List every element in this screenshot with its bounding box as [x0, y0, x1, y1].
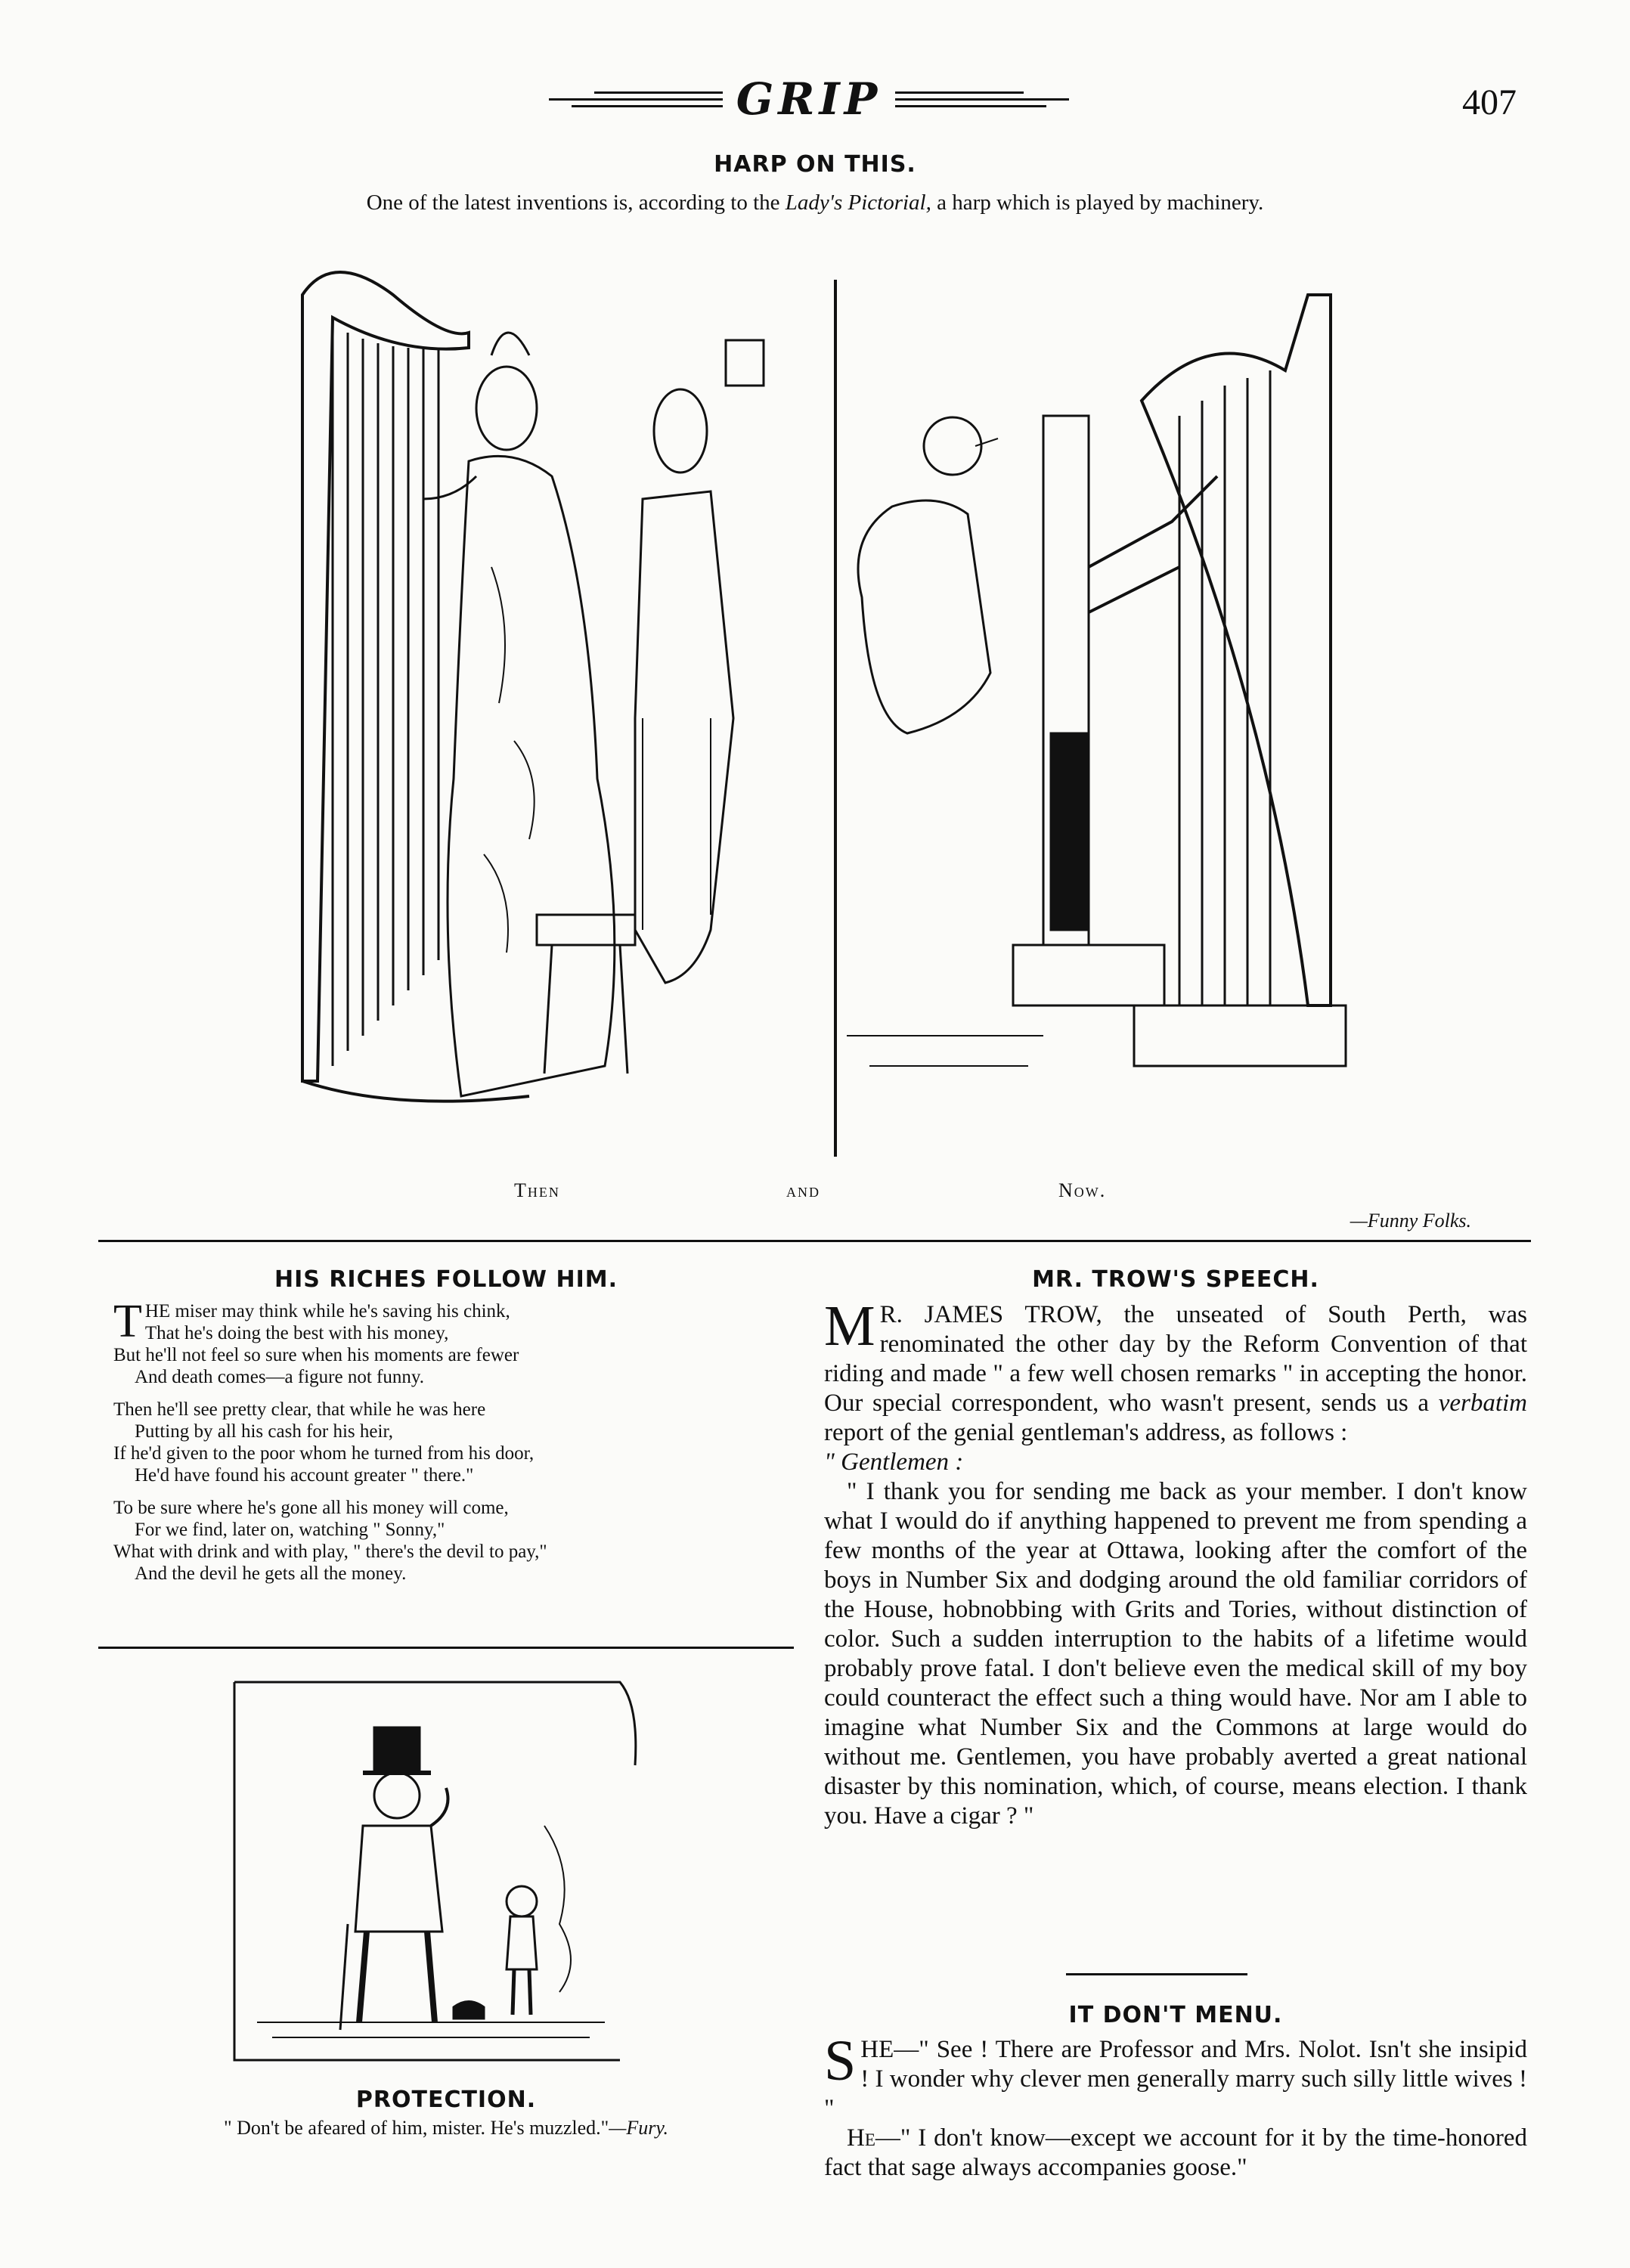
poem-dropcap: T — [113, 1296, 142, 1347]
poem-stanza-2: Then he'll see pretty clear, that while he was here Putting by all his cash for his heir, If he'd given to the poor whom he turned from his door, He'd have found his account greater " there." — [113, 1399, 535, 1486]
cartoon-credit: —Funny Folks. — [1350, 1210, 1471, 1232]
poem-body — [113, 1296, 794, 1595]
protection-source: —Fury. — [609, 2117, 668, 2139]
speech-body — [824, 1294, 1527, 1831]
speech-salutation: " Gentlemen : — [824, 1448, 964, 1476]
section-divider — [98, 1240, 1531, 1242]
label-and: and — [786, 1179, 820, 1201]
protection-title: PROTECTION. — [355, 2087, 537, 2113]
label-then: Then — [514, 1179, 560, 1201]
masthead — [544, 73, 1074, 125]
poem-title: HIS RICHES FOLLOW HIM. — [274, 1266, 618, 1293]
page-number: 407 — [1462, 82, 1517, 122]
speech-title: MR. TROW'S SPEECH. — [1032, 1266, 1319, 1293]
protection-caption: " Don't be afeared of him, mister. He's muzzled."—Fury. — [223, 2117, 668, 2139]
poem-stanza-3: To be sure where he's gone all his money will come, For we find, later on, watching " Sonny," What with drink and with play, " there's the devil to pay," And the devil he gets all the money. — [113, 1498, 547, 1584]
right-column-divider — [1066, 1973, 1247, 1975]
cartoon-caption: One of the latest inventions is, according to the Lady's Pictorial, a harp which is played by machinery. — [366, 191, 1264, 215]
harp-cartoon-illustration — [287, 249, 1368, 1157]
masthead-rule-right — [895, 91, 1069, 107]
menu-paragraph-2: He—" I don't know—except we account for it by the time-honored fact that sage always accompanies goose." — [824, 2124, 1527, 2181]
menu-dropcap: S — [824, 2029, 857, 2093]
poem-stanza-1: T HE miser may think while he's saving his chink, That he's doing the best with his money, But he'll not feel so sure when his moments are fewer And death comes—a figure not funny. — [113, 1296, 519, 1387]
label-now: Now. — [1058, 1179, 1107, 1201]
speech-paragraph-2: " I thank you for sending me back as your member. I don't know what I would do if anything happened to prevent me from spending a few months of the year at Ottawa, looking after the comfort of the boys in Number Six and dodging around the old familiar corridors of the House, hobnobbing with Grits and Tories, without distinction of color. Such a sudden interruption to the habits of a lifetime would probably prove fatal. I don't believe even the medical skill of my boy could counteract the effect such a thing would have. Nor am I able to imagine what Number Six and the Commons at large would do without me. Gentlemen, you have probably averted a great national disaster by this nomination, which, of course, means election. I thank you. Have a cigar ? " — [824, 1478, 1527, 1830]
speech-dropcap: M — [824, 1294, 875, 1358]
protection-cartoon-illustration — [227, 1675, 650, 2068]
caption-source: Lady's Pictorial, — [785, 191, 931, 215]
menu-paragraph-1: SHE—" See ! There are Professor and Mrs. Nolot. Isn't she insipid ! I wonder why clever men generally marry such silly little wives ! " — [824, 2029, 1527, 2122]
cartoon-heading: HARP ON THIS. — [714, 151, 916, 178]
speech-paragraph-1: M R. JAMES TROW, the unseated of South Perth, was renominated the other day by the Reform Convention of that riding and made " a few well chosen remarks " in accepting the honor. Our special correspondent, who wasn't present, sends us a verbatim report of the genial gentleman's address, as follows : — [824, 1294, 1527, 1446]
menu-body — [824, 2029, 1527, 2183]
left-column-divider — [98, 1647, 794, 1649]
publication-title: GRIP — [736, 73, 882, 125]
menu-title: IT DON'T MENU. — [1068, 2002, 1283, 2028]
verbatim-word: verbatim — [1438, 1390, 1527, 1417]
masthead-rule-left — [549, 91, 723, 107]
